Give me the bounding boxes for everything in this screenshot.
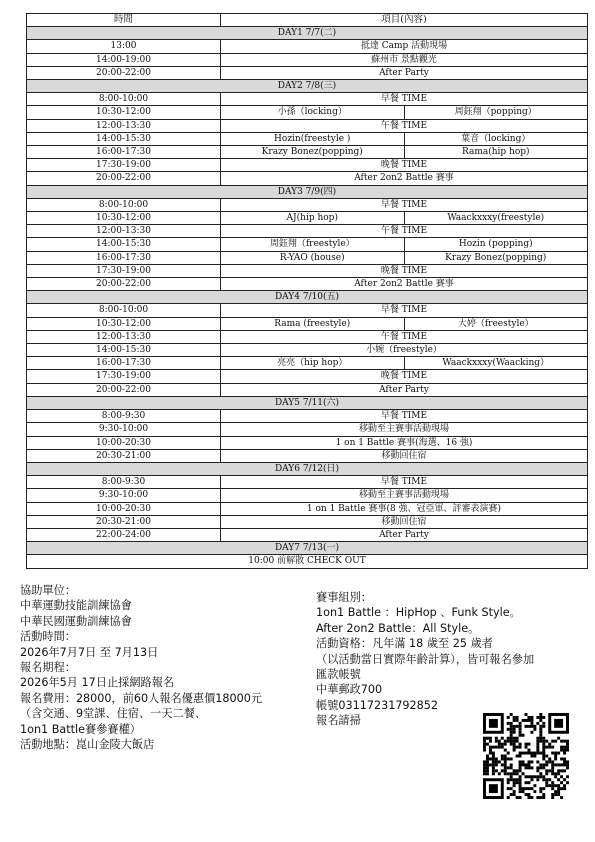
day-label: DAY5 7/11(六) <box>27 396 588 409</box>
time-cell: 16:00-17:30 <box>27 251 221 264</box>
time-cell: 8:00-10:00 <box>27 198 221 211</box>
info-line: 活動資格：凡年滿 18 歲至 25 歲者 <box>316 637 493 651</box>
item-cell: 1 on 1 Battle 賽事(海選、16 強) <box>221 436 588 449</box>
time-cell: 14:00-15:30 <box>27 238 221 251</box>
item-cell: 早餐 TIME <box>221 410 588 423</box>
info-line: 報名請掃 <box>316 714 361 728</box>
day-label: DAY3 7/9(四) <box>27 185 588 198</box>
time-cell: 17:30-19:00 <box>27 370 221 383</box>
schedule-row <box>27 106 588 119</box>
day-label: DAY1 7/7(二) <box>27 27 588 40</box>
session-left-cell: AJ(hip hop) <box>221 212 405 225</box>
day-header-row <box>27 27 588 40</box>
info-line: 中華郵政700 <box>316 683 383 697</box>
session-left-cell: 小孫（locking） <box>221 106 405 119</box>
time-cell: 10:00-20:30 <box>27 502 221 515</box>
session-left-cell: Rama (freestyle) <box>221 317 405 330</box>
session-left-cell: Krazy Bonez(popping) <box>221 146 405 159</box>
item-cell: After Party <box>221 66 588 79</box>
day-label: DAY7 7/13(一) <box>27 542 588 555</box>
session-right-cell: Waackxxxy(Waacking） <box>404 357 588 370</box>
info-line: 中華運動技能訓練協會 <box>20 599 132 613</box>
time-cell: 20:00-22:00 <box>27 278 221 291</box>
session-left-cell: Hozin(freestyle ) <box>221 132 405 145</box>
schedule-row <box>27 476 588 489</box>
schedule-row <box>27 40 588 53</box>
schedule-row <box>27 423 588 436</box>
day-label: DAY6 7/12(日) <box>27 462 588 475</box>
time-header: 時間 <box>27 14 221 27</box>
time-cell: 8:00-9:30 <box>27 410 221 423</box>
time-cell: 9:30-10:00 <box>27 489 221 502</box>
time-cell: 20:00-22:00 <box>27 172 221 185</box>
item-cell: 午餐 TIME <box>221 330 588 343</box>
item-cell: 1 on 1 Battle 賽事(8 強、冠亞軍、評審表演賽) <box>221 502 588 515</box>
schedule-row <box>27 132 588 145</box>
time-cell: 12:00-13:30 <box>27 119 221 132</box>
schedule-row <box>27 264 588 277</box>
item-cell: 晚餐 TIME <box>221 370 588 383</box>
time-cell: 17:30-19:00 <box>27 264 221 277</box>
schedule-row <box>27 159 588 172</box>
time-cell: 20:00-22:00 <box>27 66 221 79</box>
item-cell: 早餐 TIME <box>221 304 588 317</box>
time-cell: 17:30-19:00 <box>27 159 221 172</box>
qr-code-icon <box>483 713 569 799</box>
day-header-row <box>27 80 588 93</box>
schedule-row <box>27 449 588 462</box>
info-line: 2026年7月7日 至 7月13日 <box>20 645 159 659</box>
time-cell: 8:00-10:00 <box>27 93 221 106</box>
session-right-cell: Hozin (popping) <box>404 238 588 251</box>
info-line: 中華民國運動訓練協會 <box>20 614 132 628</box>
item-cell: 小婉（freestyle） <box>221 344 588 357</box>
time-cell: 20:30-21:00 <box>27 449 221 462</box>
day-label: DAY2 7/8(三) <box>27 80 588 93</box>
info-line: 賽事組別： <box>316 591 372 604</box>
time-cell: 14:00-19:00 <box>27 53 221 66</box>
item-cell: 早餐 TIME <box>221 93 588 106</box>
schedule-table <box>26 13 588 569</box>
info-line: 帳號03117231792852 <box>316 698 439 712</box>
info-line: 協助單位： <box>20 584 76 597</box>
schedule-row <box>27 383 588 396</box>
checkout-text: 10:00 前解散 CHECK OUT <box>27 555 588 568</box>
info-line: 1on1 Battle ：HipHop 、Funk Style。 <box>316 606 521 620</box>
info-line: 報名期程： <box>20 660 76 674</box>
item-cell: 早餐 TIME <box>221 198 588 211</box>
schedule-row <box>27 370 588 383</box>
schedule-row <box>27 330 588 343</box>
info-line: （以活動當日實際年齡計算），皆可報名參加 <box>316 652 535 666</box>
event-info-right <box>316 590 534 729</box>
time-cell: 20:00-22:00 <box>27 383 221 396</box>
item-cell: After 2on2 Battle 賽事 <box>221 278 588 291</box>
session-left-cell: R-YAO (house) <box>221 251 405 264</box>
time-cell: 12:00-13:30 <box>27 225 221 238</box>
day-header-row <box>27 185 588 198</box>
info-line: After 2on2 Battle：All Style。 <box>316 621 480 635</box>
time-cell: 10:30-12:00 <box>27 106 221 119</box>
time-cell: 20:30-21:00 <box>27 515 221 528</box>
item-cell: 晚餐 TIME <box>221 159 588 172</box>
info-line: 活動地點：崑山金陵大飯店 <box>20 737 155 751</box>
schedule-row <box>27 344 588 357</box>
schedule-row <box>27 66 588 79</box>
schedule-row <box>27 146 588 159</box>
schedule-row <box>27 119 588 132</box>
session-left-cell: 亮亮（hip hop） <box>221 357 405 370</box>
info-line: （含交通、9堂課、住宿、一天二餐、 <box>20 707 207 721</box>
schedule-row <box>27 172 588 185</box>
time-cell: 14:00-15:30 <box>27 344 221 357</box>
item-cell: 移動回住宿 <box>221 449 588 462</box>
info-line: 活動時間： <box>20 630 76 644</box>
day-label: DAY4 7/10(五) <box>27 291 588 304</box>
time-cell: 14:00-15:30 <box>27 132 221 145</box>
time-cell: 8:00-10:00 <box>27 304 221 317</box>
time-cell: 13:00 <box>27 40 221 53</box>
schedule-row <box>27 278 588 291</box>
schedule-row <box>27 489 588 502</box>
time-cell: 16:00-17:30 <box>27 357 221 370</box>
schedule-row <box>27 304 588 317</box>
session-right-cell: Krazy Bonez(popping) <box>404 251 588 264</box>
schedule-row <box>27 53 588 66</box>
checkout-row <box>27 555 588 568</box>
schedule-row <box>27 502 588 515</box>
item-cell: 蘇州市 景點觀光 <box>221 53 588 66</box>
info-line: 1on1 Battle賽參賽權） <box>20 722 141 736</box>
item-cell: 抵達 Camp 活動現場 <box>221 40 588 53</box>
item-cell: 晚餐 TIME <box>221 264 588 277</box>
schedule-row <box>27 212 588 225</box>
schedule-row <box>27 198 588 211</box>
item-cell: 午餐 TIME <box>221 225 588 238</box>
item-cell: 移動至主賽事活動現場 <box>221 423 588 436</box>
schedule-row <box>27 515 588 528</box>
time-cell: 9:30-10:00 <box>27 423 221 436</box>
info-line: 匯款帳號 <box>316 667 361 681</box>
day-header-row <box>27 462 588 475</box>
day-header-row <box>27 542 588 555</box>
info-line: 報名費用：28000，前60人報名優惠價18000元 <box>20 691 263 705</box>
info-line: 2026年5月 17日止採網路報名 <box>20 676 175 690</box>
item-cell: 移動至主賽事活動現場 <box>221 489 588 502</box>
time-cell: 8:00-9:30 <box>27 476 221 489</box>
item-cell: After Party <box>221 383 588 396</box>
schedule-row <box>27 410 588 423</box>
session-left-cell: 周鈺翔（freestyle） <box>221 238 405 251</box>
time-cell: 10:00-20:30 <box>27 436 221 449</box>
session-right-cell: Rama(hip hop) <box>404 146 588 159</box>
schedule-row <box>27 225 588 238</box>
event-info-left <box>20 583 262 752</box>
session-right-cell: 周鈺翔（popping） <box>404 106 588 119</box>
day-header-row <box>27 396 588 409</box>
item-cell: 移動回住宿 <box>221 515 588 528</box>
schedule-row <box>27 528 588 541</box>
item-cell: 午餐 TIME <box>221 119 588 132</box>
schedule-row <box>27 317 588 330</box>
session-right-cell: 大婷（freestyle） <box>404 317 588 330</box>
item-cell: After Party <box>221 528 588 541</box>
item-header: 項目(內容) <box>221 14 588 27</box>
time-cell: 22:00-24:00 <box>27 528 221 541</box>
schedule-row <box>27 238 588 251</box>
time-cell: 10:30-12:00 <box>27 212 221 225</box>
schedule-row <box>27 436 588 449</box>
time-cell: 10:30-12:00 <box>27 317 221 330</box>
header-row <box>27 14 588 27</box>
time-cell: 12:00-13:30 <box>27 330 221 343</box>
schedule-row <box>27 357 588 370</box>
time-cell: 16:00-17:30 <box>27 146 221 159</box>
day-header-row <box>27 291 588 304</box>
schedule-row <box>27 93 588 106</box>
item-cell: After 2on2 Battle 賽事 <box>221 172 588 185</box>
item-cell: 早餐 TIME <box>221 476 588 489</box>
schedule-row <box>27 251 588 264</box>
session-right-cell: 葉音（locking） <box>404 132 588 145</box>
session-right-cell: Waackxxxy(freestyle) <box>404 212 588 225</box>
